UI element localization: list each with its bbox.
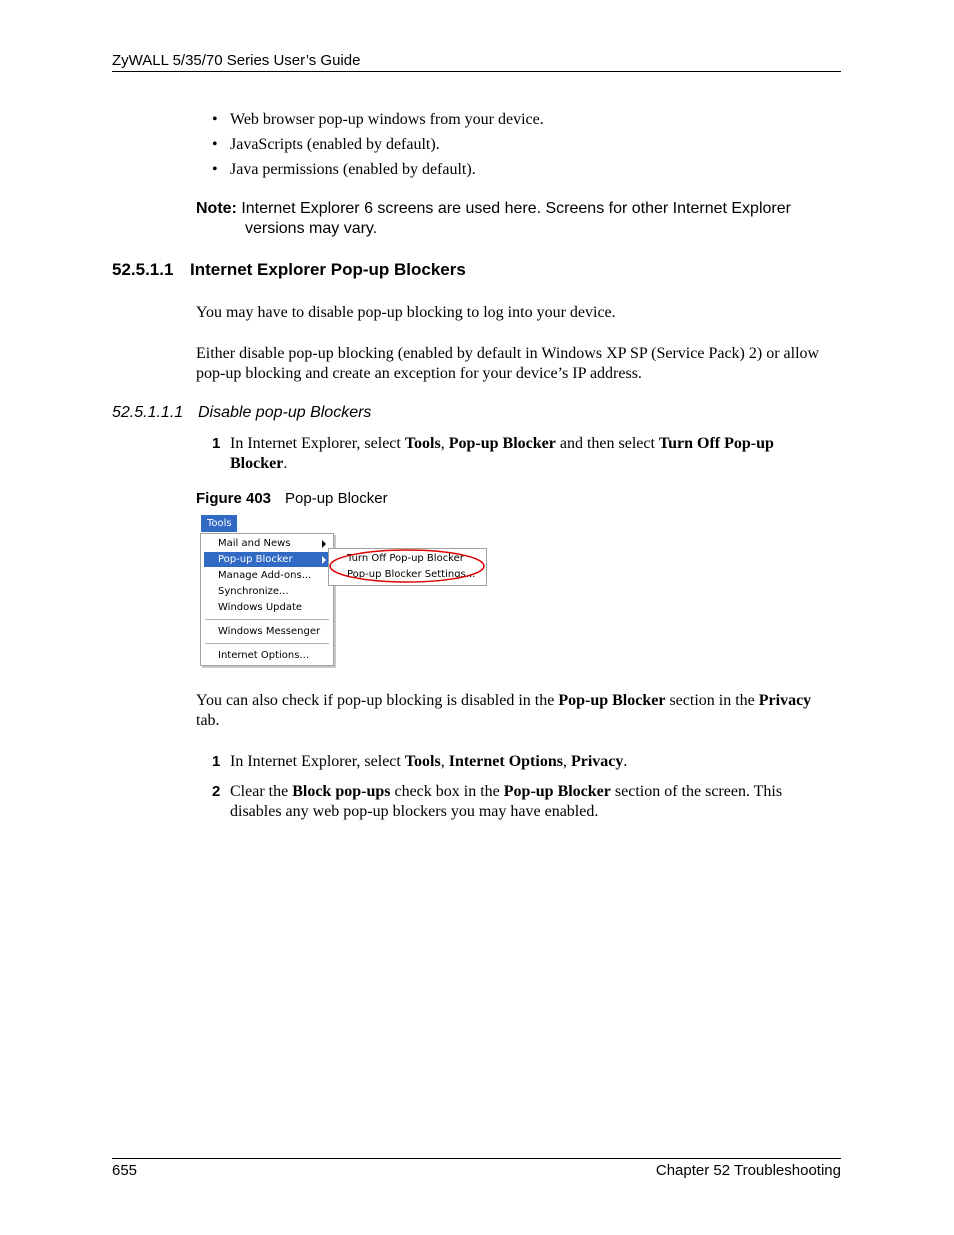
menu-item-label: Manage Add-ons...	[218, 570, 312, 581]
step-text: section of the screen. This disables any web pop-up blockers you may have enabled.	[230, 783, 783, 820]
step-text: ,	[562, 753, 571, 770]
para-bold-privacy: Privacy	[758, 692, 812, 709]
figure-caption	[196, 490, 388, 507]
menu-separator	[205, 619, 329, 620]
step-bold-turn-off: Turn Off Pop-up Blocker	[230, 435, 774, 472]
bullet-list	[212, 107, 544, 182]
figure-label: Figure 403	[196, 490, 272, 507]
menu-item-mail-and-news[interactable]	[204, 536, 330, 551]
para-bold-popup-blocker: Pop-up Blocker	[558, 692, 666, 709]
menu-item-label: Windows Update	[218, 602, 303, 613]
note-label: Note:	[196, 200, 237, 217]
paragraph-3	[196, 691, 836, 731]
menu-item-internet-options[interactable]	[204, 648, 330, 663]
menu-item-label: Pop-up Blocker	[218, 554, 293, 565]
step-text: ,	[440, 753, 449, 770]
menu-item-label: Mail and News	[218, 538, 291, 549]
tools-menu-panel	[200, 533, 334, 666]
step-number: 2	[212, 783, 221, 800]
menu-item-label: Synchronize...	[218, 586, 289, 597]
paragraph-2: Either disable pop-up blocking (enabled by default in Windows XP SP (Service Pack) 2) or allow pop-up blocking and create an exception for your device’s IP address.	[196, 345, 820, 382]
paragraph-1: You may have to disable pop-up blocking to log into your device.	[196, 304, 616, 321]
chevron-right-icon	[322, 540, 326, 548]
list-item: • Web browser pop-up windows from your device.	[212, 107, 544, 132]
subsection-heading	[112, 404, 371, 422]
footer-rule	[112, 1158, 841, 1159]
tools-menu-tab[interactable]: Tools	[201, 515, 237, 532]
para-text: tab.	[196, 712, 220, 729]
step-number: 1	[212, 753, 221, 770]
section-title: Internet Explorer Pop-up Blockers	[190, 260, 466, 279]
submenu-item-turn-off[interactable]: Turn Off Pop-up Blocker	[347, 553, 464, 564]
note-block	[196, 199, 846, 239]
step-text: .	[283, 455, 288, 472]
menu-item-label: Internet Options...	[218, 650, 310, 661]
menu-item-synchronize[interactable]	[204, 584, 330, 599]
menu-screenshot	[200, 514, 500, 669]
chapter-title: Chapter 52 Troubleshooting	[655, 1162, 841, 1179]
step-text: and then select	[555, 435, 659, 452]
step-number: 1	[212, 435, 221, 452]
para-text: You can also check if pop-up blocking is disabled in the	[196, 692, 559, 709]
step-bold-tools: Tools	[404, 435, 441, 452]
step-1-privacy	[212, 752, 832, 772]
figure-title: Pop-up Blocker	[285, 490, 388, 507]
step-bold-popup-blocker: Pop-up Blocker	[448, 435, 556, 452]
step-bold-internet-options: Internet Options	[448, 753, 563, 770]
subsection-number: 52.5.1.1.1	[112, 404, 184, 421]
step-text: ,	[440, 435, 449, 452]
step-1-disable	[212, 434, 832, 474]
header-rule	[112, 71, 841, 72]
step-text: .	[623, 753, 628, 770]
menu-separator	[205, 643, 329, 644]
section-heading	[112, 260, 466, 280]
note-text-line1: Internet Explorer 6 screens are used here. Screens for other Internet Explorer	[236, 200, 791, 217]
submenu-item-settings[interactable]: Pop-up Blocker Settings...	[347, 569, 476, 580]
menu-item-label: Windows Messenger	[218, 626, 321, 637]
note-text-line2: versions may vary.	[245, 220, 378, 237]
step-bold-tools: Tools	[404, 753, 441, 770]
menu-item-windows-messenger[interactable]	[204, 624, 330, 639]
chevron-right-icon	[322, 556, 326, 564]
menu-item-popup-blocker[interactable]	[204, 552, 330, 567]
para-text: section in the	[665, 692, 759, 709]
step-2-clear	[212, 782, 832, 822]
section-number: 52.5.1.1	[112, 260, 174, 279]
step-text: In Internet Explorer, select	[230, 435, 405, 452]
step-text: Clear the	[230, 783, 293, 800]
page-number: 655	[112, 1162, 138, 1179]
menu-item-windows-update[interactable]	[204, 600, 330, 615]
step-text: In Internet Explorer, select	[230, 753, 405, 770]
running-header: ZyWALL 5/35/70 Series User’s Guide	[112, 52, 361, 69]
step-bold-popup-blocker: Pop-up Blocker	[503, 783, 611, 800]
step-bold-block-popups: Block pop-ups	[292, 783, 391, 800]
menu-item-manage-addons[interactable]	[204, 568, 330, 583]
step-text: check box in the	[390, 783, 504, 800]
highlight-circle	[328, 548, 486, 584]
subsection-title: Disable pop-up Blockers	[198, 404, 372, 421]
list-item: • JavaScripts (enabled by default).	[212, 132, 544, 157]
list-item: • Java permissions (enabled by default).	[212, 157, 544, 182]
step-bold-privacy: Privacy	[570, 753, 624, 770]
